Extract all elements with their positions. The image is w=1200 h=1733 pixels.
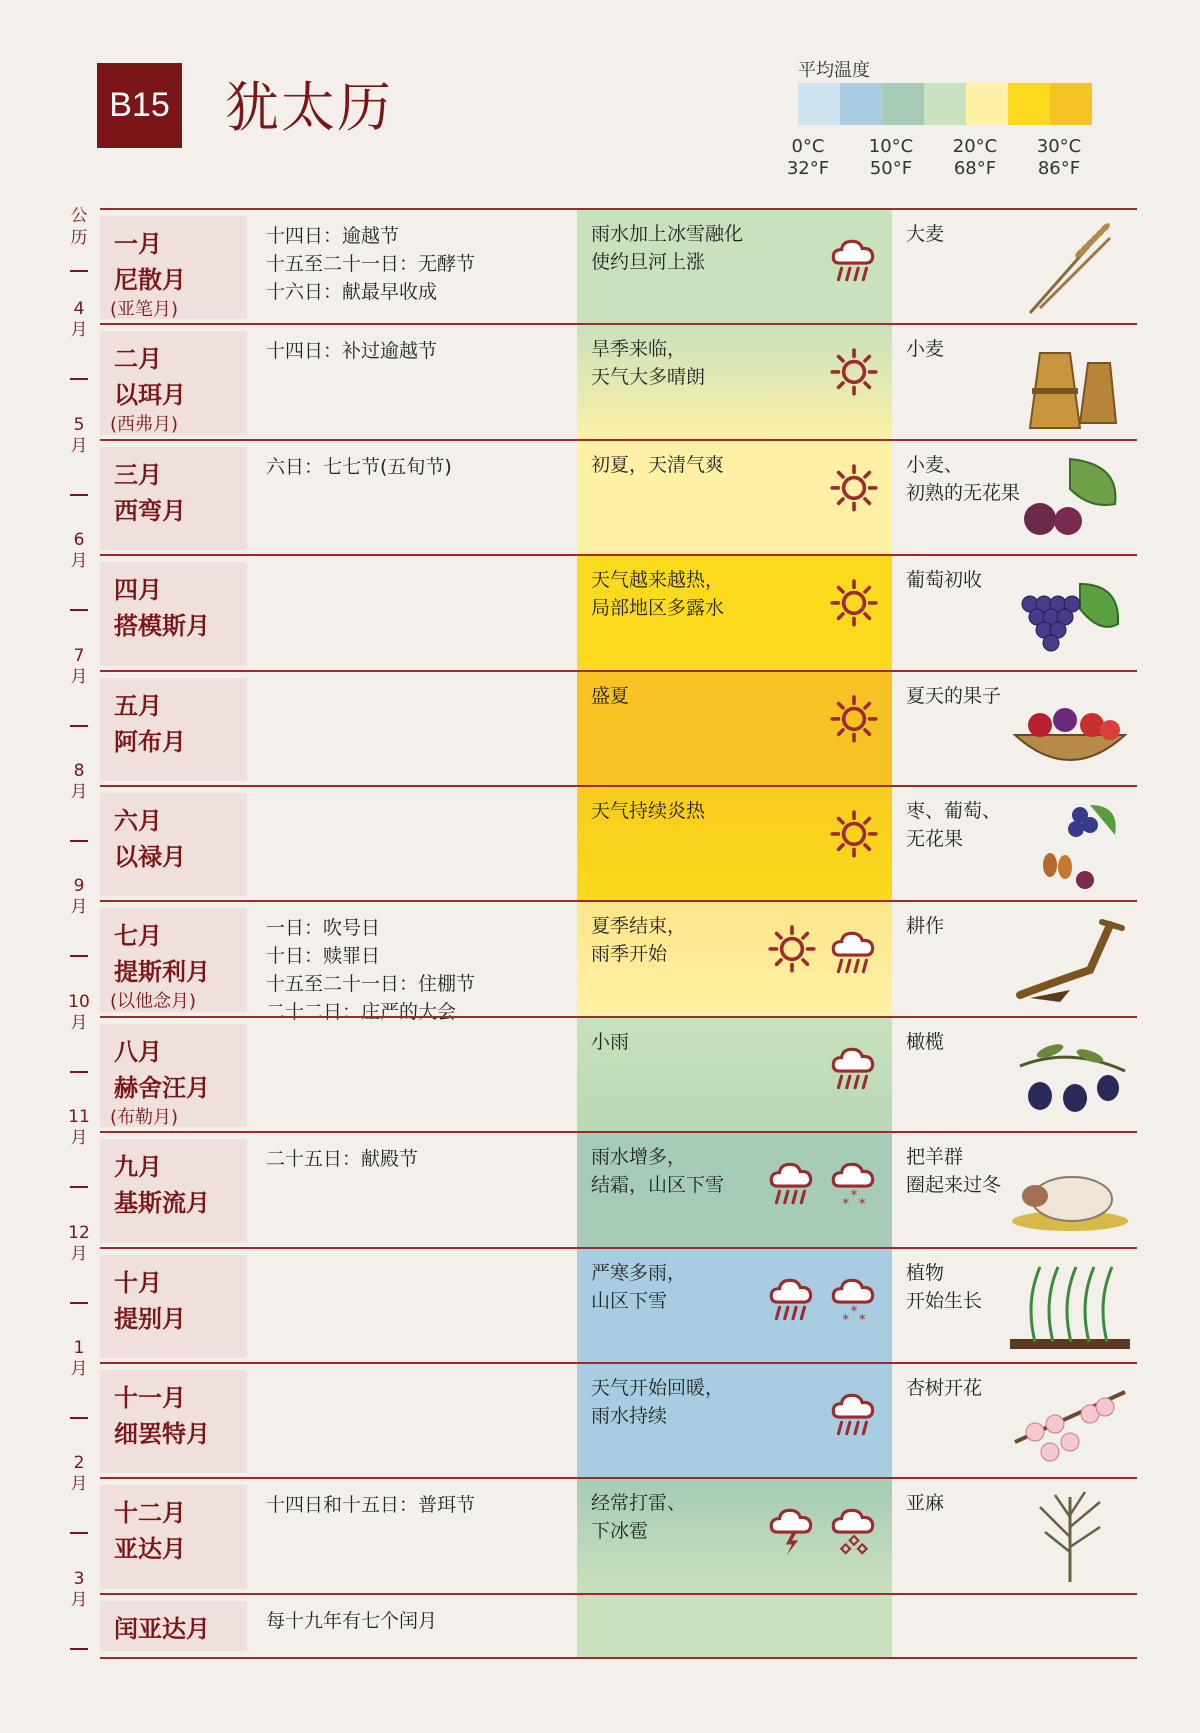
hebrew-month-cell	[100, 1370, 247, 1473]
svg-text:*: *	[858, 1311, 866, 1327]
month-row	[100, 785, 1137, 902]
side-label: 月	[70, 435, 88, 456]
side-label: 月	[70, 666, 88, 687]
section-badge: B15	[97, 63, 182, 148]
month-row	[100, 554, 1137, 671]
festival-item: 二十五日：献殿节	[266, 1148, 419, 1171]
month-name: 阿布月	[114, 727, 186, 756]
side-label: 月	[70, 551, 88, 572]
svg-text:*: *	[858, 1196, 866, 1212]
month-number: 四月	[114, 576, 162, 605]
hebrew-month-cell	[100, 908, 247, 1011]
month-label	[114, 1149, 210, 1221]
month-alt-name: (以他念月)	[110, 991, 197, 1013]
rain-icon	[828, 232, 880, 292]
weather-line: 旱季来临，	[591, 338, 687, 361]
svg-text:*: *	[842, 1196, 850, 1212]
month-name: 细罢特月	[114, 1420, 210, 1448]
hebrew-month-cell	[100, 678, 247, 781]
crop-text	[906, 1259, 982, 1315]
side-label: 公	[70, 206, 88, 226]
weather-cell	[577, 902, 892, 1017]
weather-line: 天气开始回暖，	[591, 1377, 725, 1399]
side-dash	[70, 1302, 88, 1304]
side-label: 5	[73, 414, 85, 435]
weather-line: 严寒多雨，	[591, 1261, 687, 1284]
legend-tick	[1029, 136, 1089, 180]
side-dash	[70, 270, 88, 272]
side-label: 2	[73, 1453, 85, 1474]
month-label	[114, 1380, 210, 1452]
side-label: 月	[70, 1012, 88, 1033]
side-label: 月	[70, 897, 88, 918]
weather-cell	[577, 1133, 892, 1248]
weather-line: 盛夏	[591, 684, 630, 707]
festival-item: 十六日：献最早收成	[266, 281, 438, 303]
side-label: 月	[70, 1359, 88, 1379]
weather-text	[591, 451, 724, 479]
weather-line: 夏季结束，	[591, 915, 687, 938]
crop-text	[906, 797, 1001, 853]
month-name: 基斯流月	[114, 1189, 210, 1218]
grapes-icon	[1010, 564, 1130, 664]
almond-blossom-icon	[1010, 1372, 1130, 1472]
month-name: 尼散月	[114, 266, 186, 294]
festival-list	[266, 453, 452, 481]
weather-cell	[577, 1479, 892, 1594]
festival-list	[266, 1491, 475, 1519]
hebrew-month-cell	[100, 793, 247, 896]
rain-icon	[828, 1386, 880, 1446]
rain-icon	[766, 1271, 818, 1331]
month-label	[114, 572, 210, 644]
month-number: 二月	[114, 345, 162, 374]
side-dash	[70, 1648, 88, 1650]
weather-line: 局部地区多露水	[591, 597, 725, 620]
side-label: 4	[73, 299, 85, 320]
legend-tick-fahrenheit: 32°F	[786, 158, 830, 179]
crop-text	[906, 912, 944, 940]
month-row	[100, 900, 1137, 1024]
legend-tick	[945, 136, 1005, 180]
weather-text	[591, 912, 686, 968]
crop-line: 小麦	[906, 338, 945, 361]
svg-text:*: *	[850, 1187, 858, 1204]
crop-line: 枣、葡萄、	[906, 800, 1002, 822]
legend-tick	[778, 136, 838, 180]
crop-text	[906, 1143, 1001, 1199]
hebrew-month-cell	[100, 1601, 247, 1651]
weather-text	[591, 1143, 724, 1199]
weather-text	[591, 1259, 686, 1315]
month-name: 提斯利月	[114, 958, 210, 987]
side-dash	[70, 1532, 88, 1534]
weather-line: 天气大多晴朗	[591, 366, 706, 389]
side-dash	[70, 1071, 88, 1073]
month-label	[114, 1265, 186, 1337]
rain-icon	[828, 924, 880, 984]
weather-cell	[577, 1595, 892, 1657]
legend-swatch	[798, 83, 840, 125]
month-name: 亚达月	[114, 1535, 186, 1564]
month-row	[100, 439, 1137, 556]
festival-item: 十四日：逾越节	[266, 225, 400, 247]
side-label: 1	[73, 1338, 85, 1358]
festival-item: 六日：七七节(五旬节)	[266, 455, 452, 478]
side-label: 3	[73, 1568, 85, 1589]
weather-text	[591, 1028, 629, 1056]
side-dash	[70, 1186, 88, 1188]
crop-line: 初熟的无花果	[906, 481, 1021, 504]
festival-item: 十五至二十一日：住棚节	[266, 973, 476, 996]
month-alt-name: (西弗月)	[110, 414, 179, 436]
snow-icon	[828, 1271, 880, 1331]
side-label: 历	[70, 228, 88, 248]
sprout-icon	[1010, 1257, 1130, 1357]
month-number: 十月	[114, 1268, 162, 1297]
festival-item: 十四日：补过逾越节	[266, 340, 438, 363]
side-dash	[70, 494, 88, 496]
rain-icon	[828, 1040, 880, 1100]
weather-line: 雨水持续	[591, 1405, 668, 1427]
crop-line: 开始生长	[906, 1289, 983, 1312]
weather-text	[591, 220, 743, 276]
legend-tick-celsius: 10°C	[868, 136, 914, 157]
month-row	[100, 1247, 1137, 1364]
month-row	[100, 1362, 1137, 1479]
crop-line: 耕作	[906, 915, 945, 938]
weather-line: 下冰雹	[591, 1520, 649, 1543]
weather-cell	[577, 210, 892, 325]
month-name: 提别月	[114, 1304, 186, 1333]
month-number: 七月	[114, 922, 162, 951]
festival-item: 一日：吹号日	[266, 917, 381, 940]
month-row	[100, 670, 1137, 787]
festival-item: 十四日和十五日：普珥节	[266, 1494, 476, 1517]
svg-text:*: *	[842, 1311, 850, 1327]
month-number: 一月	[114, 230, 162, 258]
dates-grapes-icon	[1010, 795, 1130, 895]
barley-icon	[1010, 218, 1130, 318]
hebrew-month-cell	[100, 562, 247, 665]
weather-line: 雨季开始	[591, 943, 668, 966]
crop-text	[906, 682, 1001, 710]
crop-text	[906, 220, 944, 248]
side-label: 6	[73, 530, 85, 551]
olive-icon	[1010, 1026, 1130, 1126]
side-label: 月	[70, 1243, 88, 1264]
month-number: 九月	[114, 1153, 162, 1182]
hebrew-month-cell	[100, 331, 247, 434]
side-dash	[70, 1417, 88, 1419]
month-label	[114, 1034, 210, 1106]
month-number: 闰亚达月	[114, 1614, 210, 1643]
weather-line: 天气越来越热，	[591, 569, 725, 592]
weather-line: 使约旦河上涨	[591, 251, 706, 273]
weather-cell	[577, 1018, 892, 1133]
hebrew-month-cell	[100, 447, 247, 550]
legend-tick-fahrenheit: 50°F	[869, 158, 913, 179]
crop-text	[906, 1374, 982, 1402]
crop-text	[906, 451, 1020, 507]
weather-text	[591, 682, 629, 710]
weather-text	[591, 1374, 724, 1430]
legend-swatch	[1050, 83, 1092, 125]
festival-item: 每十九年有七个闰月	[266, 1609, 438, 1632]
side-label: 月	[70, 1128, 88, 1149]
hebrew-month-cell	[100, 1024, 247, 1127]
side-label: 月	[70, 1474, 88, 1495]
side-dash	[70, 725, 88, 727]
svg-text:*: *	[850, 1303, 858, 1320]
crop-line: 大麦	[906, 223, 945, 245]
crop-line: 圈起来过冬	[906, 1174, 1002, 1197]
hebrew-month-cell	[100, 1139, 247, 1242]
temperature-legend-bar	[798, 83, 1092, 125]
festival-list	[266, 1607, 437, 1635]
fig-icon	[1010, 449, 1130, 549]
weather-cell	[577, 1364, 892, 1479]
weather-line: 山区下雪	[591, 1289, 668, 1312]
crop-line: 杏树开花	[906, 1377, 983, 1399]
crop-line: 夏天的果子	[906, 684, 1002, 707]
hail-icon	[828, 1501, 880, 1561]
weather-line: 结霜，山区下雪	[591, 1174, 725, 1197]
weather-line: 经常打雷、	[591, 1492, 687, 1515]
festival-list	[266, 914, 475, 1026]
sheep-icon	[1010, 1141, 1130, 1241]
month-name: 以禄月	[114, 843, 186, 871]
hebrew-month-cell	[100, 216, 247, 319]
side-dash	[70, 955, 88, 957]
side-label: 10	[68, 991, 90, 1012]
month-alt-name: (亚笔月)	[110, 299, 179, 320]
side-label: 月	[70, 782, 88, 802]
side-label: 月	[70, 1589, 88, 1610]
side-dash	[70, 378, 88, 380]
month-number: 十一月	[114, 1384, 186, 1412]
wheat-sheaf-icon	[1010, 333, 1130, 433]
side-label: 9	[73, 876, 85, 897]
flax-icon	[1010, 1487, 1130, 1587]
month-number: 八月	[114, 1037, 162, 1066]
weather-text	[591, 797, 705, 825]
month-label	[114, 457, 186, 529]
month-row	[100, 1477, 1137, 1594]
weather-cell	[577, 441, 892, 556]
crop-line: 亚麻	[906, 1492, 945, 1515]
weather-text	[591, 1489, 686, 1545]
month-name: 西弯月	[114, 496, 186, 525]
sun-icon	[766, 924, 818, 984]
month-name: 搭模斯月	[114, 612, 210, 641]
side-label: 8	[73, 761, 85, 781]
festival-list	[266, 1145, 418, 1173]
hebrew-month-cell	[100, 1255, 247, 1358]
crop-line: 葡萄初收	[906, 569, 983, 592]
month-name: 以珥月	[114, 381, 186, 410]
month-label	[114, 341, 186, 413]
month-name: 赫舍汪月	[114, 1073, 210, 1102]
legend-swatch	[1008, 83, 1050, 125]
legend-tick-celsius: 30°C	[1036, 136, 1082, 157]
month-number: 五月	[114, 691, 162, 720]
legend-swatch	[840, 83, 882, 125]
festival-list	[266, 222, 475, 306]
sun-icon	[828, 578, 880, 638]
month-row	[100, 323, 1137, 440]
thunder-icon	[766, 1501, 818, 1561]
festival-item: 二十二日：庄严的大会	[266, 1001, 457, 1024]
month-label	[114, 1495, 186, 1567]
legend-title: 平均温度	[798, 60, 870, 81]
crop-text	[906, 335, 944, 363]
weather-cell	[577, 325, 892, 440]
month-row	[100, 1131, 1137, 1248]
month-label	[114, 688, 186, 760]
hebrew-month-cell	[100, 1485, 247, 1588]
sun-icon	[828, 694, 880, 754]
page-title: 犹太历	[225, 76, 393, 139]
festival-item: 十日：赎罪日	[266, 945, 381, 968]
legend-tick-fahrenheit: 68°F	[953, 158, 997, 179]
weather-cell	[577, 556, 892, 671]
legend-tick-celsius: 0°C	[791, 136, 825, 157]
side-dash	[70, 609, 88, 611]
month-alt-name: (布勒月)	[110, 1106, 179, 1128]
side-label: 12	[68, 1222, 90, 1243]
legend-tick-fahrenheit: 86°F	[1037, 158, 1081, 179]
side-dash	[70, 840, 88, 842]
month-row	[100, 1593, 1137, 1659]
sun-icon	[828, 809, 880, 869]
side-label: 7	[73, 645, 85, 666]
legend-swatch	[924, 83, 966, 125]
crop-line: 橄榄	[906, 1030, 945, 1053]
month-label	[114, 1611, 210, 1647]
festival-list	[266, 337, 437, 365]
snow-icon	[828, 1155, 880, 1215]
crop-text	[906, 1489, 944, 1517]
weather-line: 雨水加上冰雪融化	[591, 223, 744, 245]
month-number: 六月	[114, 807, 162, 835]
month-row	[100, 1016, 1137, 1133]
crop-text	[906, 566, 982, 594]
month-label	[114, 918, 210, 990]
weather-line: 雨水增多，	[591, 1146, 687, 1169]
rain-icon	[766, 1155, 818, 1215]
weather-line: 小雨	[591, 1030, 630, 1053]
month-number: 三月	[114, 460, 162, 489]
sun-icon	[828, 347, 880, 407]
weather-cell	[577, 1249, 892, 1364]
crop-line: 小麦、	[906, 453, 964, 476]
legend-swatch	[882, 83, 924, 125]
weather-cell	[577, 787, 892, 902]
weather-cell	[577, 672, 892, 787]
side-label: 11	[68, 1107, 90, 1128]
crop-line: 植物	[906, 1261, 945, 1284]
month-label	[114, 803, 186, 875]
crop-line: 把羊群	[906, 1146, 964, 1169]
weather-line: 初夏，天清气爽	[591, 453, 725, 476]
festival-item: 十五至二十一日：无酵节	[266, 253, 476, 275]
weather-text	[591, 335, 705, 391]
plow-icon	[1010, 910, 1130, 1010]
weather-line: 天气持续炎热	[591, 800, 706, 822]
legend-tick	[861, 136, 921, 180]
crop-text	[906, 1028, 944, 1056]
month-label	[114, 226, 186, 298]
legend-swatch	[966, 83, 1008, 125]
legend-tick-celsius: 20°C	[952, 136, 998, 157]
month-row	[100, 208, 1137, 325]
fruit-basket-icon	[1010, 680, 1130, 780]
side-label: 月	[70, 320, 88, 341]
month-number: 十二月	[114, 1499, 186, 1528]
crop-line: 无花果	[906, 828, 964, 850]
weather-text	[591, 566, 724, 622]
sun-icon	[828, 463, 880, 523]
